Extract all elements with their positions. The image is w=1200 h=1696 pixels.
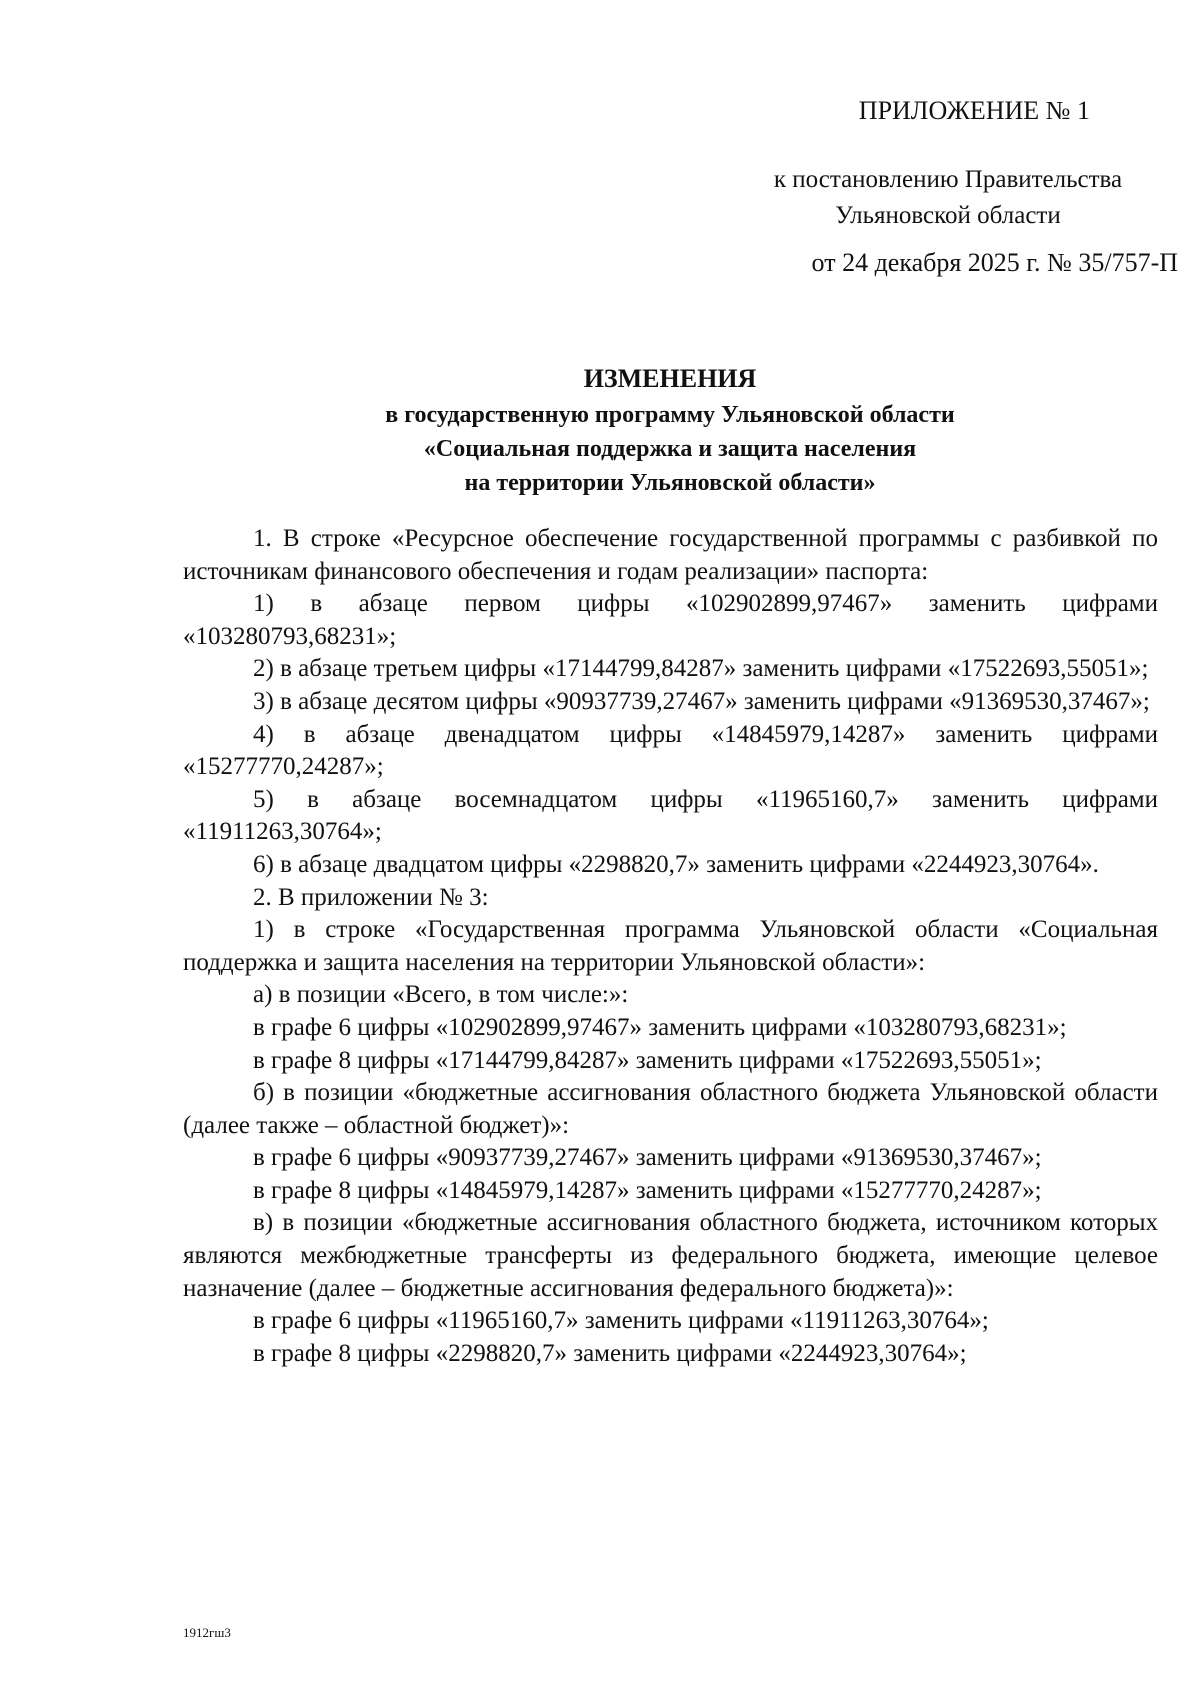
- paragraph: 2) в абзаце третьем цифры «17144799,84287» заменить цифрами «17522693,55051»;: [253, 655, 1149, 683]
- document-body: [183, 523, 1158, 1370]
- paragraph: 2. В приложении № 3:: [253, 883, 489, 911]
- paragraph: 5) в абзаце восемнадцатом цифры «11965160,7» заменить цифрами «11911263,30764»;: [183, 785, 1158, 846]
- paragraph: в графе 8 цифры «14845979,14287» заменить цифрами «15277770,24287»;: [253, 1176, 1042, 1204]
- document-title: [180, 360, 1160, 500]
- paragraph: 6) в абзаце двадцатом цифры «2298820,7» заменить цифрами «2244923,30764».: [253, 850, 1099, 878]
- appendix-number: ПРИЛОЖЕНИЕ № 1: [858, 96, 1090, 125]
- decree-reference: [738, 162, 1158, 234]
- paragraph: в графе 6 цифры «102902899,97467» заменить цифрами «103280793,68231»;: [253, 1013, 1067, 1041]
- footer-code: 1912гш3: [183, 1625, 231, 1640]
- title-line: «Социальная поддержка и защита населения: [423, 436, 917, 462]
- decree-reference-line: к постановлению Правительства: [773, 166, 1123, 193]
- paragraph: в графе 8 цифры «2298820,7» заменить цифрами «2244923,30764»;: [253, 1339, 967, 1367]
- paragraph: 1) в строке «Государственная программа Ульяновской области «Социальная поддержка и защита населения на территории Ульяновской области»:: [183, 916, 1158, 976]
- paragraph: в) в позиции «бюджетные ассигнования областного бюджета, источником которых являются межбюджетные трансферты из федерального бюджета, имеющие целевое назначение (далее – бюджетные ассигнования федерального бюджета)»:: [183, 1209, 1158, 1302]
- decree-date: от 24 декабря 2025 г. № 35/757-П: [811, 248, 1178, 277]
- title-main: ИЗМЕНЕНИЯ: [583, 364, 757, 393]
- paragraph: 4) в абзаце двенадцатом цифры «14845979,14287» заменить цифрами «15277770,24287»;: [183, 720, 1158, 781]
- decree-reference-line: Ульяновской области: [835, 202, 1061, 229]
- paragraph: 1. В строке «Ресурсное обеспечение государственной программы с разбивкой по источникам финансового обеспечения и годам реализации» паспорта:: [183, 525, 1158, 585]
- title-line: на территории Ульяновской области»: [464, 470, 876, 496]
- paragraph: 3) в абзаце десятом цифры «90937739,27467» заменить цифрами «91369530,37467»;: [253, 687, 1150, 715]
- paragraph: 1) в абзаце первом цифры «102902899,97467» заменить цифрами «103280793,68231»;: [183, 590, 1158, 650]
- paragraph: а) в позиции «Всего, в том числе:»:: [253, 981, 629, 1009]
- paragraph: в графе 6 цифры «11965160,7» заменить цифрами «11911263,30764»;: [253, 1307, 989, 1335]
- paragraph: в графе 8 цифры «17144799,84287» заменить цифрами «17522693,55051»;: [253, 1046, 1042, 1074]
- title-line: в государственную программу Ульяновской области: [385, 402, 955, 428]
- paragraph: в графе 6 цифры «90937739,27467» заменить цифрами «91369530,37467»;: [253, 1144, 1042, 1172]
- paragraph: б) в позиции «бюджетные ассигнования областного бюджета Ульяновской области (далее также – областной бюджет)»:: [183, 1079, 1158, 1139]
